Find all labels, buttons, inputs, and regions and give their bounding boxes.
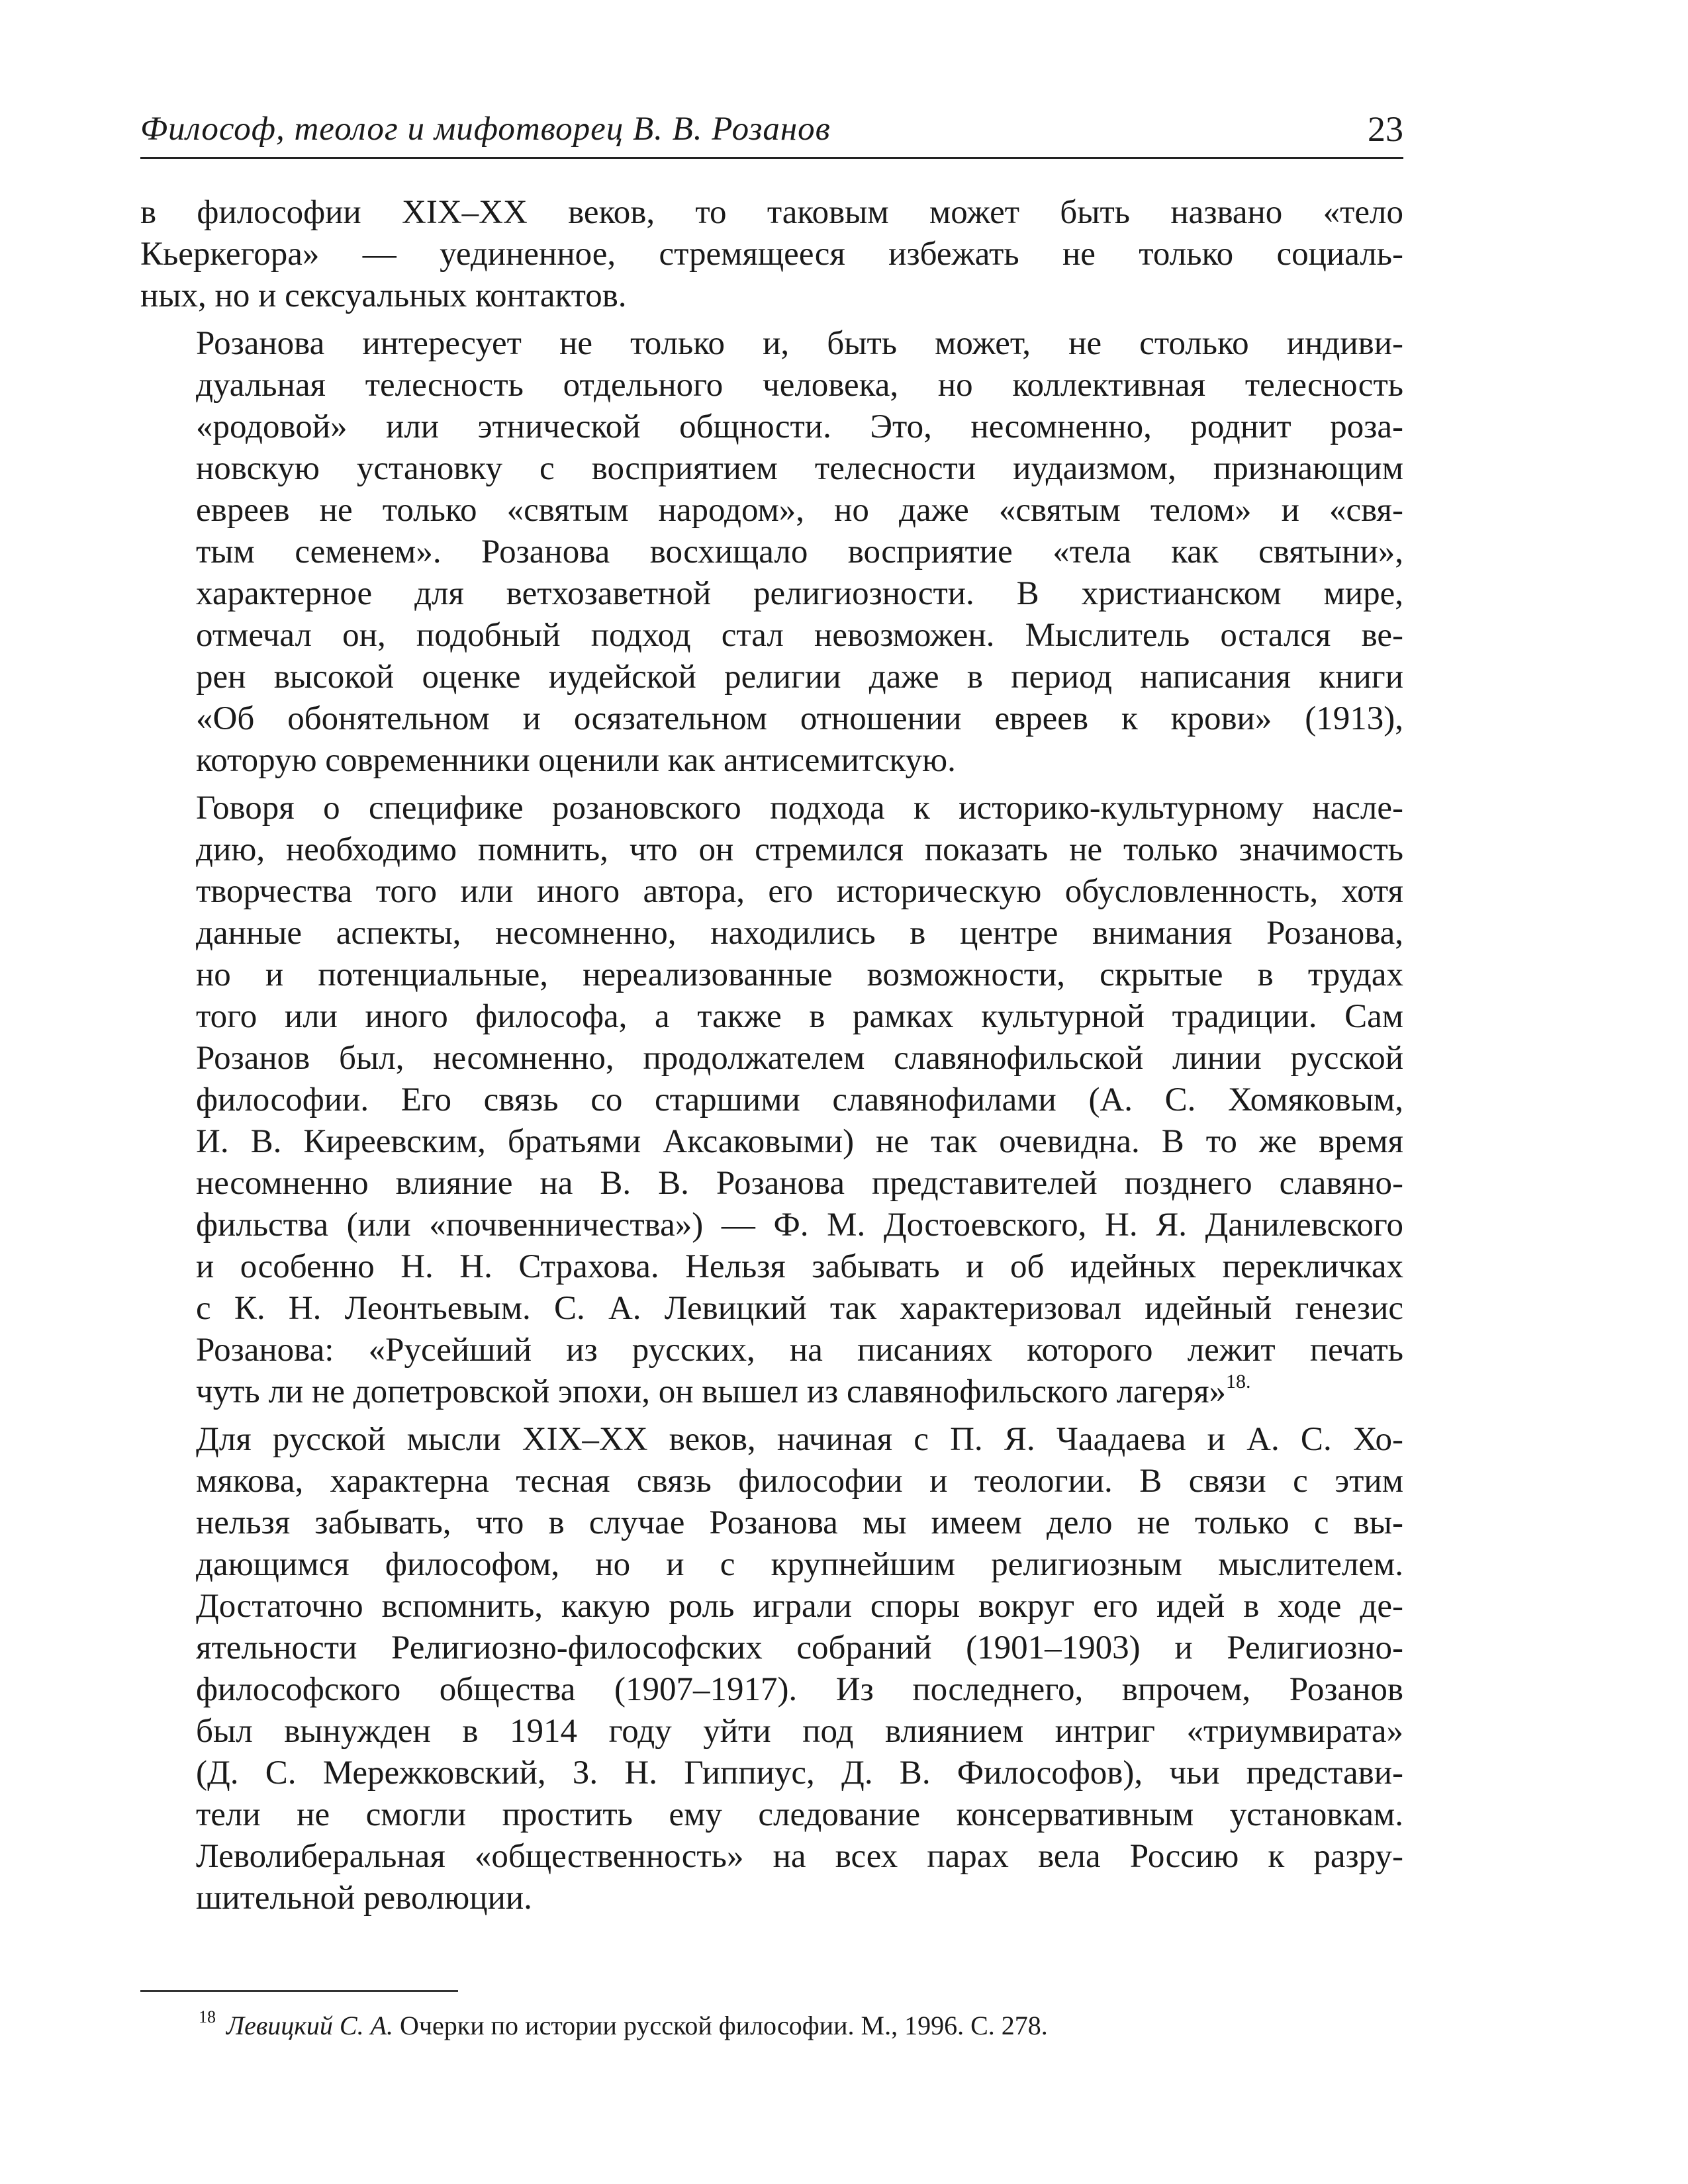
text-line: тели не смогли простить ему следование консервативным установкам.: [196, 1796, 1403, 1833]
footnote: [199, 2009, 1048, 2042]
text-line: и особенно Н. Н. Страхова. Нельзя забывать и об идейных перекличках: [196, 1248, 1403, 1285]
text-line: данные аспекты, несомненно, находились в центре внимания Розанова,: [196, 915, 1403, 952]
text-line: новскую установку с восприятием телесности иудаизмом, признающим: [196, 450, 1403, 487]
footnote-author: Левицкий С. А.: [226, 2011, 394, 2040]
paragraph: [140, 192, 1403, 317]
text-line: был вынужден в 1914 году уйти под влиянием интриг «триумвирата»: [196, 1713, 1403, 1750]
text-line: нельзя забывать, что в случае Розанова мы имеем дело не только с вы-: [196, 1504, 1403, 1541]
text-line: с К. Н. Леонтьевым. С. А. Левицкий так характеризовал идейный генезис: [196, 1290, 1403, 1327]
text-line: Розанова интересует не только и, быть может, не столько индиви-: [196, 325, 1403, 362]
paragraph: [140, 323, 1403, 782]
text-line: ятельности Религиозно-философских собраний (1901–1903) и Религиозно-: [196, 1629, 1403, 1666]
text-line: отмечал он, подобный подход стал невозможен. Мыслитель остался ве-: [196, 617, 1403, 654]
text-line: Розанов был, несомненно, продолжателем славянофильской линии русской: [196, 1040, 1403, 1077]
text-line: И. В. Киреевским, братьями Аксаковыми) не так очевидна. В то же время: [196, 1123, 1403, 1160]
running-title: Философ, теолог и мифотворец В. В. Розанов: [140, 111, 831, 148]
text-line: которую современники оценили как антисемитскую.: [196, 742, 956, 779]
body-text: [140, 192, 1403, 1925]
footnote-reference[interactable]: 18.: [1226, 1371, 1251, 1392]
text-line: Достаточно вспомнить, какую роль играли споры вокруг его идей в ходе де-: [196, 1588, 1403, 1625]
footnote-number: 18: [199, 2007, 216, 2026]
text-line: «родовой» или этнической общности. Это, несомненно, роднит роза-: [196, 408, 1403, 445]
text-line: мякова, характерна тесная связь философии и теологии. В связи с этим: [196, 1463, 1403, 1500]
text-line: характерное для ветхозаветной религиозности. В христианском мире,: [196, 575, 1403, 612]
page-number: 23: [1368, 109, 1403, 149]
text-line: чуть ли не допетровской эпохи, он вышел из славянофильского лагеря»$^{18.}$: [196, 1371, 1251, 1410]
text-line: ных, но и сексуальных контактов.: [140, 277, 627, 314]
text-line: тым семенем». Розанова восхищало восприятие «тела как святыни»,: [196, 533, 1403, 570]
text-line: дающимся философом, но и с крупнейшим религиозным мыслителем.: [196, 1546, 1403, 1583]
text-line: в философии XIX–XX веков, то таковым может быть названо «тело: [140, 194, 1403, 231]
text-line: (Д. С. Мережковский, З. Н. Гиппиус, Д. В. Философов), чьи представи-: [196, 1754, 1403, 1792]
footnote-divider: [140, 1990, 458, 1992]
footnote-text: Очерки по истории русской философии. М., 1996. С. 278.: [400, 2011, 1048, 2040]
text-line: Розанова: «Русейший из русских, на писаниях которого лежит печать: [196, 1332, 1403, 1369]
text-line: дуальная телесность отдельного человека, но коллективная телесность: [196, 367, 1403, 404]
text-line: Для русской мысли XIX–XX веков, начиная с П. Я. Чаадаева и А. С. Хо-: [196, 1421, 1403, 1458]
text-line: философского общества (1907–1917). Из последнего, впрочем, Розанов: [196, 1671, 1403, 1708]
text-line: творчества того или иного автора, его историческую обусловленность, хотя: [196, 873, 1403, 910]
text-line: философии. Его связь со старшими славянофилами (А. С. Хомяковым,: [196, 1081, 1403, 1118]
text-line: Кьеркегора» — уединенное, стремящееся избежать не только социаль-: [140, 236, 1403, 273]
text-line: евреев не только «святым народом», но даже «святым телом» и «свя-: [196, 492, 1403, 529]
paragraph: [140, 1419, 1403, 1919]
paragraph: [140, 788, 1403, 1413]
text-line: рен высокой оценке иудейской религии даже в период написания книги: [196, 659, 1403, 696]
running-header: [140, 106, 1403, 159]
text-line: Говоря о специфике розановского подхода к историко-культурному насле-: [196, 790, 1403, 827]
text-line: дию, необходимо помнить, что он стремился показать не только значимость: [196, 831, 1403, 868]
text-line: «Об обонятельном и осязательном отношении евреев к крови» (1913),: [196, 700, 1403, 737]
text-line: шительной революции.: [196, 1880, 532, 1917]
text-line: несомненно влияние на В. В. Розанова представителей позднего славяно-: [196, 1165, 1403, 1202]
text-line: Леволиберальная «общественность» на всех парах вела Россию к разру-: [196, 1838, 1403, 1875]
text-line: фильства (или «почвенничества») — Ф. М. Достоевского, Н. Я. Данилевского: [196, 1206, 1403, 1244]
text-line: того или иного философа, а также в рамках культурной традиции. Сам: [196, 998, 1403, 1035]
text-line: но и потенциальные, нереализованные возможности, скрытые в трудах: [196, 956, 1403, 993]
